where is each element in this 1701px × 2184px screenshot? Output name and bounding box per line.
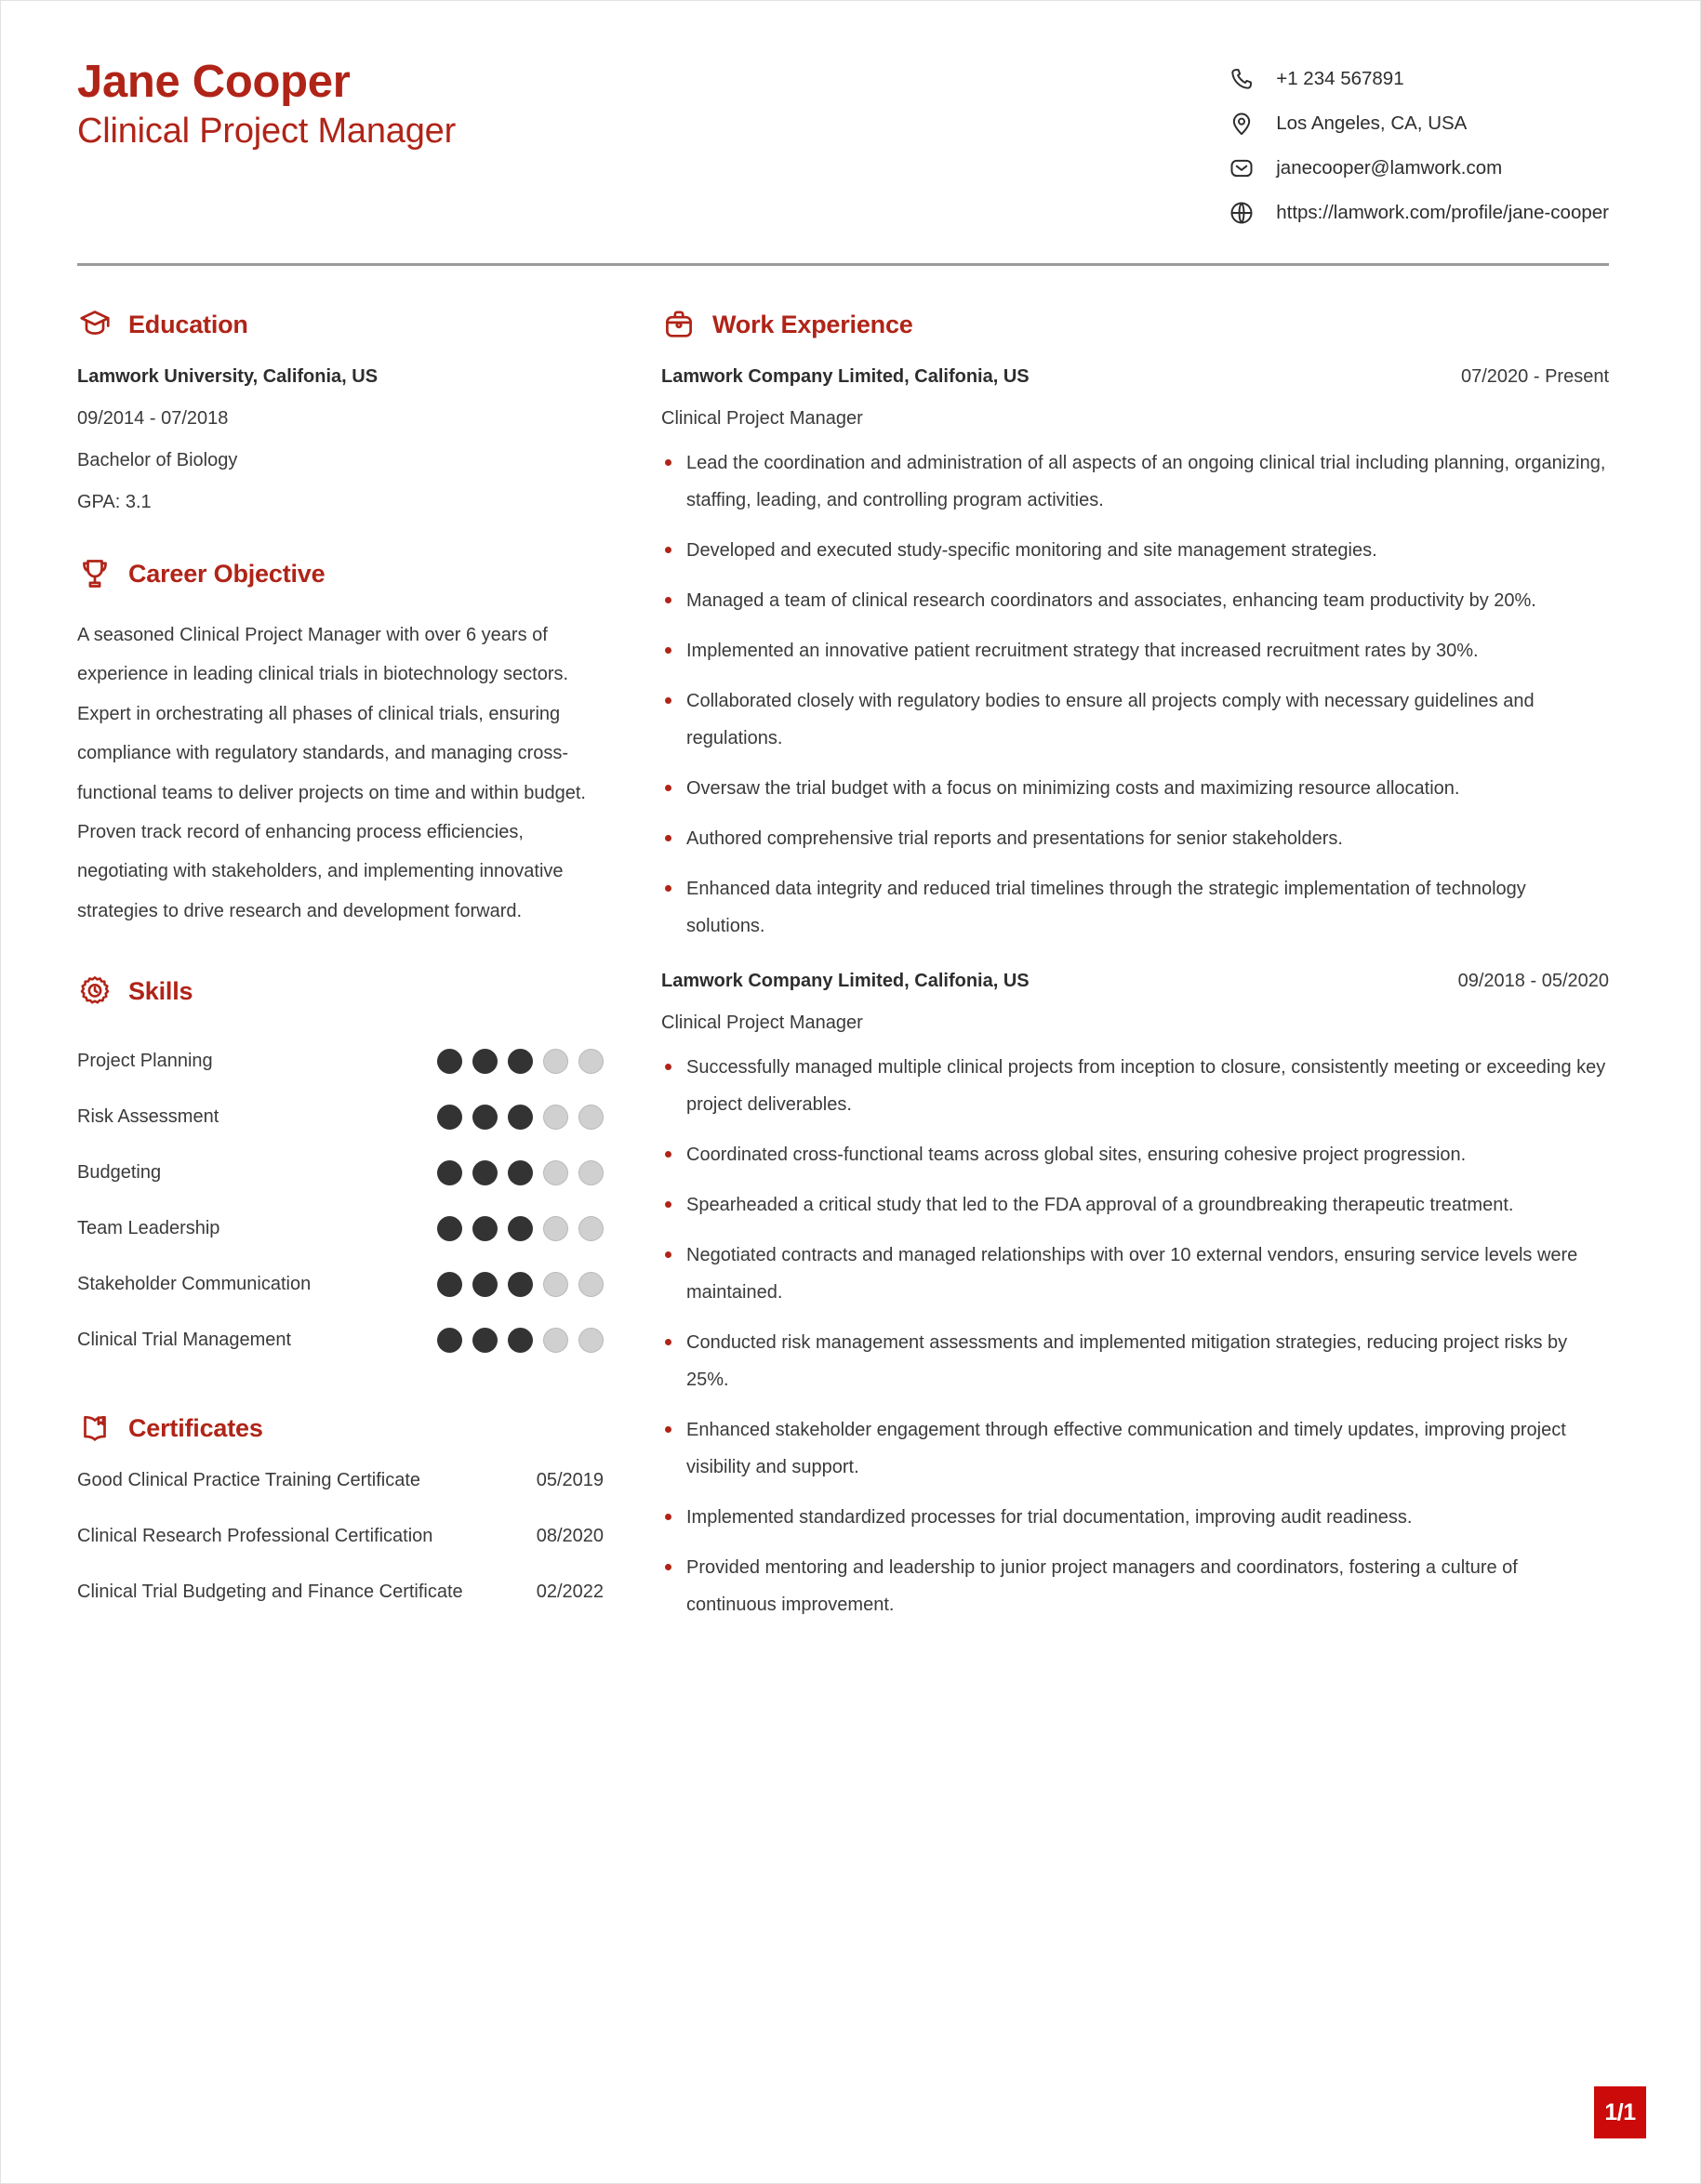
skill-rating (437, 1272, 604, 1297)
skill-dot-empty (578, 1160, 604, 1185)
education-school: Lamwork University, Califonia, US (77, 366, 379, 387)
objective-text: A seasoned Clinical Project Manager with over 6 years of experience in leading clinical trials in biotechnology sectors. Expert in orchestrating all phases of clinical trials, ensuring compliance with regulatory standards, and managing cross-functional teams to deliver projects on time and within budget. Proven track record of enhancing process efficiencies, negotiating with stakeholders, and implementing innovative strategies to drive research and development forward. (77, 625, 586, 921)
work-date-range: 07/2020 - Present (1461, 366, 1609, 387)
skill-dot-filled (508, 1272, 533, 1297)
section-title-objective: Career Objective (128, 559, 326, 588)
education-gpa: GPA: 3.1 (77, 492, 152, 512)
certificates-list (77, 1470, 604, 1637)
skill-row (77, 1033, 604, 1089)
skill-row (77, 1312, 604, 1368)
work-bullet: Implemented standardized processes for trial documentation, improving audit readiness. (661, 1499, 1609, 1536)
work-position: Clinical Project Manager (661, 1013, 863, 1033)
skill-row (77, 1256, 604, 1312)
work-bullet: Conducted risk management assessments and implemented mitigation strategies, reducing project risks by 25%. (661, 1324, 1609, 1398)
skill-dot-empty (543, 1272, 568, 1297)
certificate-date: 08/2020 (536, 1526, 604, 1547)
page-indicator-badge: 1/1 (1594, 2086, 1646, 2138)
skill-rating (437, 1105, 604, 1130)
location-icon (1228, 110, 1256, 138)
skill-dot-filled (508, 1216, 533, 1241)
contact-value-email: janecooper@lamwork.com (1276, 157, 1503, 179)
certificate-row (77, 1526, 604, 1582)
contact-list (1228, 53, 1609, 235)
identity-block (77, 53, 456, 152)
skill-dot-empty (543, 1328, 568, 1353)
email-icon (1228, 154, 1256, 182)
work-bullet: Enhanced data integrity and reduced trial timelines through the strategic implementation of technology solutions. (661, 870, 1609, 945)
work-bullet: Lead the coordination and administration of all aspects of an ongoing clinical trial including planning, organizing, staffing, leading, and controlling program activities. (661, 444, 1609, 519)
work-bullet: Managed a team of clinical research coordinators and associates, enhancing team productivity by 20%. (661, 582, 1609, 619)
work-bullet: Spearheaded a critical study that led to the FDA approval of a groundbreaking therapeutic treatment. (661, 1186, 1609, 1224)
skill-dot-filled (472, 1105, 498, 1130)
work-bullet: Coordinated cross-functional teams across global sites, ensuring cohesive project progression. (661, 1136, 1609, 1173)
skill-row (77, 1145, 604, 1200)
skills-list (77, 1033, 604, 1368)
work-bullet: Collaborated closely with regulatory bodies to ensure all projects comply with necessary guidelines and regulations. (661, 682, 1609, 757)
work-bullet: Provided mentoring and leadership to junior project managers and coordinators, fostering a culture of continuous improvement. (661, 1549, 1609, 1623)
right-column (631, 307, 1609, 1680)
skill-label: Budgeting (77, 1161, 162, 1183)
skill-rating (437, 1328, 604, 1353)
section-title-skills: Skills (128, 976, 193, 1005)
certificate-name: Good Clinical Practice Training Certificate (77, 1470, 421, 1491)
skill-dot-filled (437, 1272, 462, 1297)
skill-label: Clinical Trial Management (77, 1329, 292, 1350)
education-degree: Bachelor of Biology (77, 450, 238, 470)
skill-dot-filled (437, 1160, 462, 1185)
education-dates: 09/2014 - 07/2018 (77, 408, 229, 429)
phone-icon (1228, 65, 1256, 93)
certificate-name: Clinical Research Professional Certification (77, 1526, 433, 1547)
work-entry (661, 366, 1609, 945)
section-title-education: Education (128, 310, 248, 338)
skill-dot-filled (508, 1328, 533, 1353)
contact-value-location: Los Angeles, CA, USA (1276, 113, 1468, 134)
skill-dot-filled (437, 1105, 462, 1130)
skill-dot-filled (437, 1216, 462, 1241)
left-column (77, 307, 631, 1680)
resume-header (77, 53, 1609, 235)
skill-label: Stakeholder Communication (77, 1273, 312, 1294)
briefcase-icon (661, 307, 697, 342)
graduation-cap-icon (77, 307, 113, 342)
skill-row (77, 1200, 604, 1256)
skill-row (77, 1089, 604, 1145)
certificate-row (77, 1582, 604, 1637)
work-company: Lamwork Company Limited, Califonia, US (661, 366, 1030, 387)
skill-dot-filled (472, 1216, 498, 1241)
work-bullet: Successfully managed multiple clinical projects from inception to closure, consistently meeting or exceeding key project deliverables. (661, 1049, 1609, 1123)
open-book-icon (77, 1410, 113, 1446)
skill-dot-filled (508, 1105, 533, 1130)
skill-dot-filled (437, 1328, 462, 1353)
skill-dot-filled (508, 1049, 533, 1074)
skill-dot-empty (543, 1049, 568, 1074)
work-date-range: 09/2018 - 05/2020 (1457, 971, 1609, 991)
contact-item-phone[interactable] (1228, 57, 1609, 101)
certificate-name: Clinical Trial Budgeting and Finance Certificate (77, 1582, 463, 1603)
work-bullet-list (661, 1049, 1609, 1623)
section-title-certificates: Certificates (128, 1413, 263, 1442)
work-bullet-list (661, 444, 1609, 945)
skill-rating (437, 1049, 604, 1074)
contact-item-website[interactable] (1228, 191, 1609, 235)
work-entry-header (661, 366, 1609, 388)
work-bullet: Negotiated contracts and managed relationships with over 10 external vendors, ensuring service levels were maintained. (661, 1237, 1609, 1311)
work-entry (661, 971, 1609, 1623)
section-education (77, 307, 604, 513)
skill-label: Project Planning (77, 1050, 213, 1071)
skill-dot-empty (543, 1105, 568, 1130)
skill-dot-empty (578, 1049, 604, 1074)
header-divider (77, 263, 1609, 266)
skill-dot-filled (437, 1049, 462, 1074)
globe-icon (1228, 199, 1256, 227)
work-bullet: Authored comprehensive trial reports and presentations for senior stakeholders. (661, 820, 1609, 857)
skill-label: Risk Assessment (77, 1105, 219, 1127)
section-certificates (77, 1410, 604, 1637)
skill-dot-empty (578, 1272, 604, 1297)
contact-value-website: https://lamwork.com/profile/jane-cooper (1276, 202, 1609, 223)
section-title-work: Work Experience (712, 310, 913, 338)
work-bullet: Oversaw the trial budget with a focus on minimizing costs and maximizing resource allocation. (661, 770, 1609, 807)
trophy-icon (77, 556, 113, 591)
section-skills (77, 973, 604, 1368)
certificate-date: 05/2019 (536, 1470, 604, 1491)
certificate-date: 02/2022 (536, 1582, 604, 1603)
skill-dot-filled (472, 1049, 498, 1074)
skill-rating (437, 1216, 604, 1241)
skill-label: Team Leadership (77, 1217, 220, 1238)
skill-dot-filled (472, 1328, 498, 1353)
skill-dot-empty (543, 1160, 568, 1185)
skill-dot-filled (472, 1272, 498, 1297)
contact-value-phone: +1 234 567891 (1276, 68, 1404, 89)
certificate-row (77, 1470, 604, 1526)
skill-dot-empty (543, 1216, 568, 1241)
work-bullet: Developed and executed study-specific monitoring and site management strategies. (661, 532, 1609, 569)
work-entry-header (661, 971, 1609, 992)
work-bullet: Implemented an innovative patient recruitment strategy that increased recruitment rates by 30%. (661, 632, 1609, 669)
page-title: Jane Cooper (77, 57, 351, 107)
skill-rating (437, 1160, 604, 1185)
work-list (661, 366, 1609, 1623)
work-company: Lamwork Company Limited, Califonia, US (661, 971, 1030, 991)
contact-item-location[interactable] (1228, 101, 1609, 146)
skill-dot-filled (472, 1160, 498, 1185)
contact-item-email[interactable] (1228, 146, 1609, 191)
work-bullet: Enhanced stakeholder engagement through effective communication and timely updates, improving project visibility and support. (661, 1411, 1609, 1486)
skill-dot-empty (578, 1216, 604, 1241)
section-career-objective (77, 556, 604, 931)
job-role-subtitle: Clinical Project Manager (77, 111, 457, 151)
skill-dot-empty (578, 1328, 604, 1353)
work-position: Clinical Project Manager (661, 408, 863, 429)
skill-dot-filled (508, 1160, 533, 1185)
skill-dot-empty (578, 1105, 604, 1130)
gear-clock-icon (77, 973, 113, 1009)
